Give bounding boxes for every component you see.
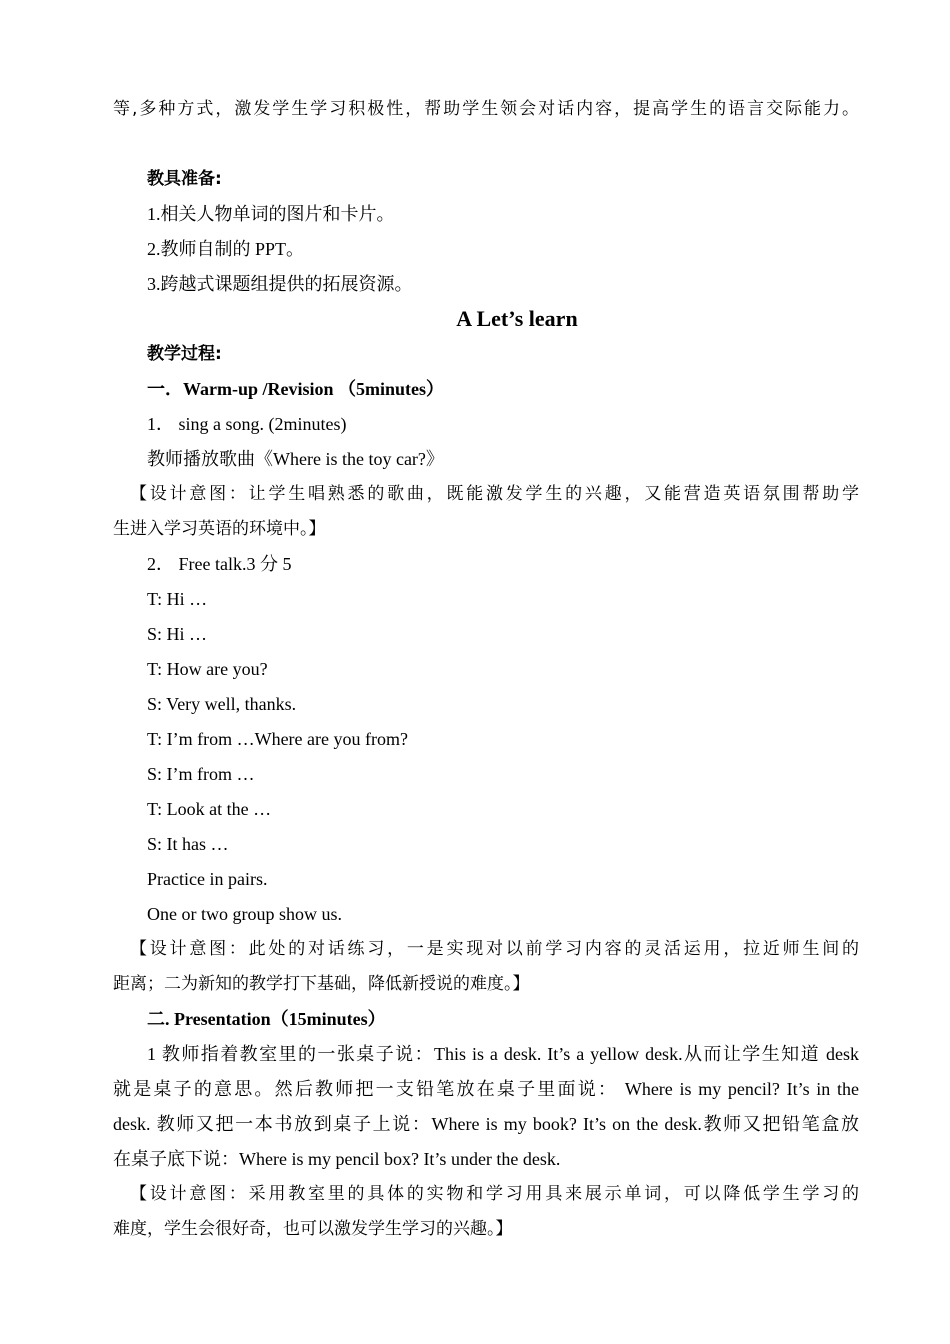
process-heading: 教学过程: [147, 344, 222, 364]
presentation-line: desk. 教师又把一本书放到桌子上说：Where is my book? It’s on the desk.教师又把铅笔盒放 [113, 1114, 859, 1134]
dialogue-line: S: I’m from … [147, 764, 255, 784]
materials-item: 3.跨越式课题组提供的拓展资源。 [147, 274, 413, 294]
dialogue-line: T: How are you? [147, 659, 268, 679]
presentation-line: 就是桌子的意思。然后教师把一支铅笔放在桌子里面说： Where is my pencil? It’s in the [113, 1079, 859, 1099]
section-title: A Let’s learn [456, 306, 578, 331]
song-line: 教师播放歌曲《Where is the toy car?》 [147, 449, 444, 469]
design-intent-line: 【设计意图：让学生唱熟悉的歌曲，既能激发学生的兴趣，又能营造英语氛围帮助学 [130, 484, 859, 504]
warmup-step2: 2． Free talk.3 分 5 [147, 554, 292, 574]
warmup-step1: 1． sing a song. (2minutes) [147, 414, 347, 434]
design-intent-line: 【设计意图：采用教室里的具体的实物和学习用具来展示单词，可以降低学生学习的 [130, 1184, 859, 1204]
materials-heading: 教具准备: [147, 169, 222, 189]
presentation-heading: 二. Presentation（15minutes） [147, 1009, 386, 1029]
dialogue-line: T: Look at the … [147, 799, 272, 819]
dialogue-line: S: Very well, thanks. [147, 694, 297, 714]
dialogue-line: T: I’m from …Where are you from? [147, 729, 408, 749]
materials-item: 2.教师自制的 PPT。 [147, 239, 305, 259]
dialogue-line: S: It has … [147, 834, 229, 854]
warmup-heading: 一．Warm-up /Revision （5minutes） [147, 379, 445, 399]
presentation-line: 1 教师指着教室里的一张桌子说：This is a desk. It’s a yellow desk.从而让学生知道 desk [147, 1044, 859, 1064]
design-intent-line: 距离；二为新知的教学打下基础，降低新授说的难度。】 [113, 974, 530, 994]
intro-line: 等,多种方式，激发学生学习积极性，帮助学生领会对话内容，提高学生的语言交际能力。 [113, 99, 859, 119]
dialogue-line: S: Hi … [147, 624, 208, 644]
dialogue-line: T: Hi … [147, 589, 208, 609]
dialogue-line: One or two group show us. [147, 904, 342, 924]
materials-item: 1.相关人物单词的图片和卡片。 [147, 204, 395, 224]
dialogue-line: Practice in pairs. [147, 869, 268, 889]
presentation-line: 在桌子底下说：Where is my pencil box? It’s under the desk. [113, 1149, 561, 1169]
design-intent-line: 生进入学习英语的环境中。】 [113, 519, 326, 539]
design-intent-line: 【设计意图：此处的对话练习，一是实现对以前学习内容的灵活运用，拉近师生间的 [130, 939, 859, 959]
design-intent-line: 难度，学生会很好奇，也可以激发学生学习的兴趣。】 [113, 1219, 513, 1239]
